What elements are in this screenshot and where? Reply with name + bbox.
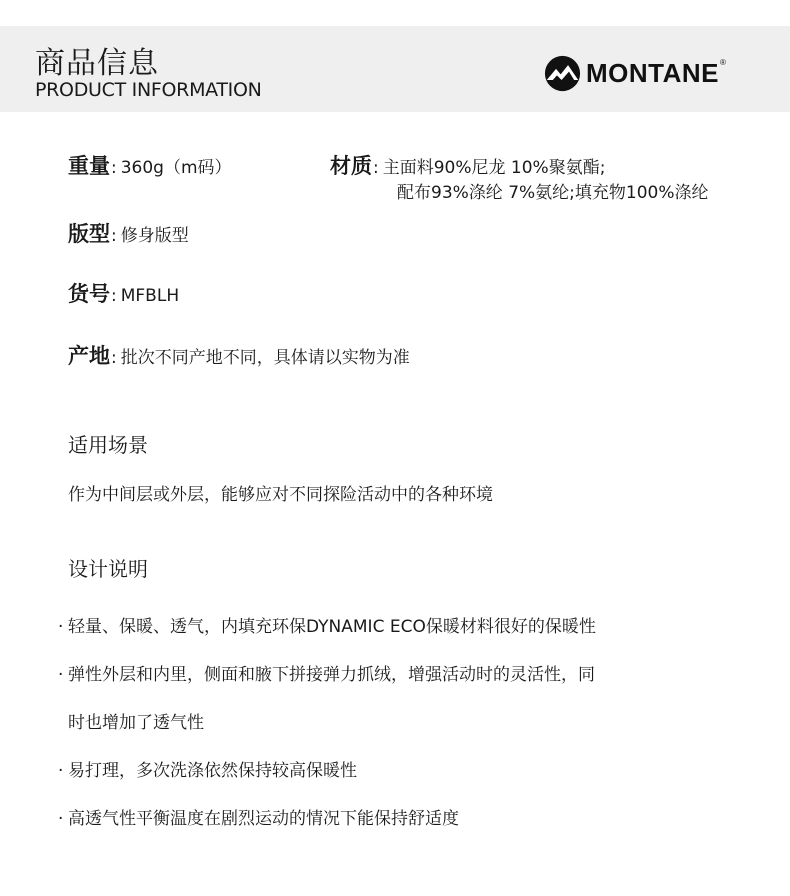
origin-value: 批次不同产地不同，具体请以实物为准 xyxy=(120,348,410,368)
usage-title: 适用场景 xyxy=(68,433,148,457)
sku-label: 货号 xyxy=(68,282,110,306)
list-item: · 轻量、保暖、透气，内填充环保DYNAMIC ECO保暖材料很好的保暖性 xyxy=(58,617,596,637)
origin-label: 产地 xyxy=(68,344,110,368)
weight-label: 重量 xyxy=(68,154,110,178)
page-title-en: PRODUCT INFORMATION xyxy=(35,79,262,101)
list-item-continuation: 时也增加了透气性 xyxy=(68,713,204,733)
usage-text: 作为中间层或外层，能够应对不同探险活动中的各种环境 xyxy=(68,485,493,505)
sku-value: MFBLH xyxy=(120,286,180,306)
spec-fit: 版型 : 修身版型 xyxy=(68,218,189,248)
spec-sku: 货号 : MFBLH xyxy=(68,278,179,308)
material-line-2: 配布93%涤纶 7%氨纶;填充物100%涤纶 xyxy=(397,183,709,203)
weight-value: 360g（m码） xyxy=(120,158,232,178)
brand-name: MONTANE® xyxy=(586,57,727,88)
page-title-cn: 商品信息 xyxy=(35,46,159,81)
fit-value: 修身版型 xyxy=(120,226,189,246)
header-bar xyxy=(0,26,790,112)
montane-mountain-icon xyxy=(544,55,581,92)
brand-logo xyxy=(544,54,726,92)
registered-mark: ® xyxy=(720,57,727,67)
list-item: · 易打理，多次洗涤依然保持较高保暖性 xyxy=(58,761,357,781)
spec-material: 材质 : 主面料90%尼龙 10%聚氨酯; xyxy=(330,150,605,180)
design-title: 设计说明 xyxy=(68,557,148,581)
spec-weight: 重量 : 360g（m码） xyxy=(68,150,232,180)
spec-origin: 产地 : 批次不同产地不同，具体请以实物为准 xyxy=(68,340,410,370)
list-item: · 高透气性平衡温度在剧烈运动的情况下能保持舒适度 xyxy=(58,809,459,829)
material-label: 材质 xyxy=(330,154,372,178)
material-line-1: 主面料90%尼龙 10%聚氨酯; xyxy=(382,158,606,178)
list-item: · 弹性外层和内里，侧面和腋下拼接弹力抓绒，增强活动时的灵活性，同 xyxy=(58,665,595,685)
spec-material-cont xyxy=(397,178,709,203)
fit-label: 版型 xyxy=(68,222,110,246)
